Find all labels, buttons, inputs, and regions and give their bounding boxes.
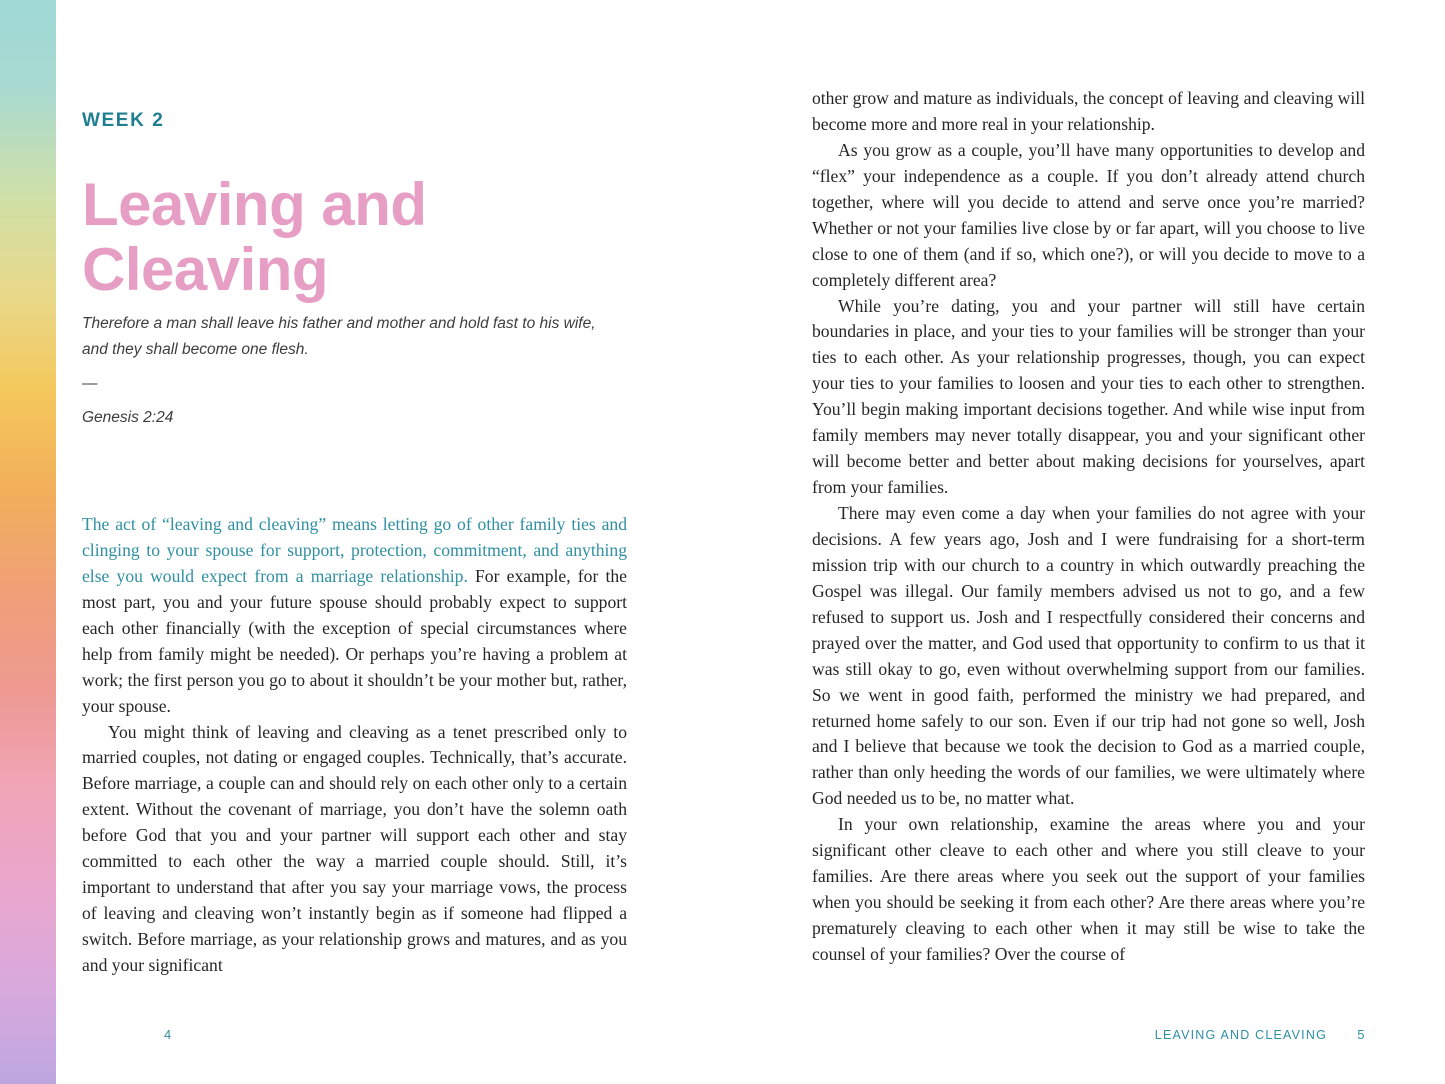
paragraph-remainder: For example, for the most part, you and your future spouse should probably expect to support each other financially (with the exception of special circumstances where help from family might be needed). Or perhaps you’re having a problem at work; the first person you go to about it shouldn’t be your mother but, rather, your spouse.	[82, 565, 627, 716]
page-title: Leaving and Cleaving	[82, 171, 427, 303]
paragraph: As you grow as a couple, you’ll have many opportunities to develop and “flex” your independence as a couple. If you don’t already attend church together, where will you decide to attend and serve once you’re married? Whether or not your families live close by or far apart, will you choose to live close to one of them (and if so, which one?), or will you decide to move to a completely different area?	[812, 139, 1365, 290]
page-number-left: 4	[164, 1027, 172, 1042]
paragraph: other grow and mature as individuals, the concept of leaving and cleaving will become more and more real in your relationship.	[812, 88, 1365, 134]
left-body-text	[82, 512, 627, 979]
page-number-right: 5	[1357, 1027, 1365, 1042]
paragraph: You might think of leaving and cleaving as a tenet prescribed only to married couples, not dating or engaged couples. Technically, that’s accurate. Before marriage, a couple can and should rely on each other only to a certain extent. Without the covenant of marriage, you don’t have the solemn oath before God that you and your partner will support each other and stay committed to each other the way a married couple should. Still, it’s important to understand that after you say your marriage vows, the process of leaving and cleaving won’t instantly begin as if someone had flipped a switch. Before marriage, as your relationship grows and matures, and as you and your significant	[82, 721, 627, 975]
running-head: LEAVING AND CLEAVING	[1154, 1028, 1327, 1042]
scripture-epigraph	[82, 311, 622, 430]
paragraph: There may even come a day when your families do not agree with your decisions. A few years ago, Josh and I were fundraising for a short-term mission trip with our church to a country in which outwardly preaching the Gospel was illegal. Our family members advised us not to go, and a few refused to support us. Josh and I respectfully considered their concerns and prayed over the matter, and God used that opportunity to confirm to us that it was still okay to go, even without overwhelming support from our families. So we went in good faith, performed the ministry we had prepared, and returned home safely to our son. Even if our trip had not gone so well, Josh and I believe that because we took the decision to God as a married couple, rather than only heeding the words of our families, we were ultimately where God needed us to be, no matter what.	[812, 503, 1365, 809]
right-body-text	[812, 86, 1365, 968]
week-label: WEEK 2	[82, 110, 165, 131]
right-page-column	[812, 0, 1365, 1084]
paragraph: In your own relationship, examine the areas where you and your significant other cleave to each other and where you still cleave to your families. Are there areas where you seek out the support of your families when you should be seeking it from each other? Are there areas where you’re prematurely cleaving to each other when it may still be wise to take the counsel of your families? Over the course of	[812, 814, 1365, 964]
verse-text: Therefore a man shall leave his father and mother and hold fast to his wife, and they shall become one flesh.	[82, 315, 596, 358]
verse-dash: —	[82, 375, 98, 393]
gradient-edge-decoration	[0, 0, 56, 1084]
verse-reference: Genesis 2:24	[82, 408, 174, 426]
left-page-column	[82, 0, 627, 1084]
paragraph	[82, 512, 627, 720]
page-gutter	[56, 0, 64, 1084]
paragraph: While you’re dating, you and your partner will still have certain boundaries in place, and your ties to your families will be stronger than your ties to each other. As your relationship progresses, though, you can expect your ties to your families to loosen and your ties to each other to strengthen. You’ll begin making important decisions together. And while wise input from family members may never totally disappear, you and your significant other will become better and better about making decisions for yourselves, apart from your families.	[812, 295, 1365, 498]
lede-sentence: The act of “leaving and cleaving” means letting go of other family ties and clinging to your spouse for support, protection, commitment, and anything else you would expect from a marriage relationship.	[82, 514, 627, 586]
